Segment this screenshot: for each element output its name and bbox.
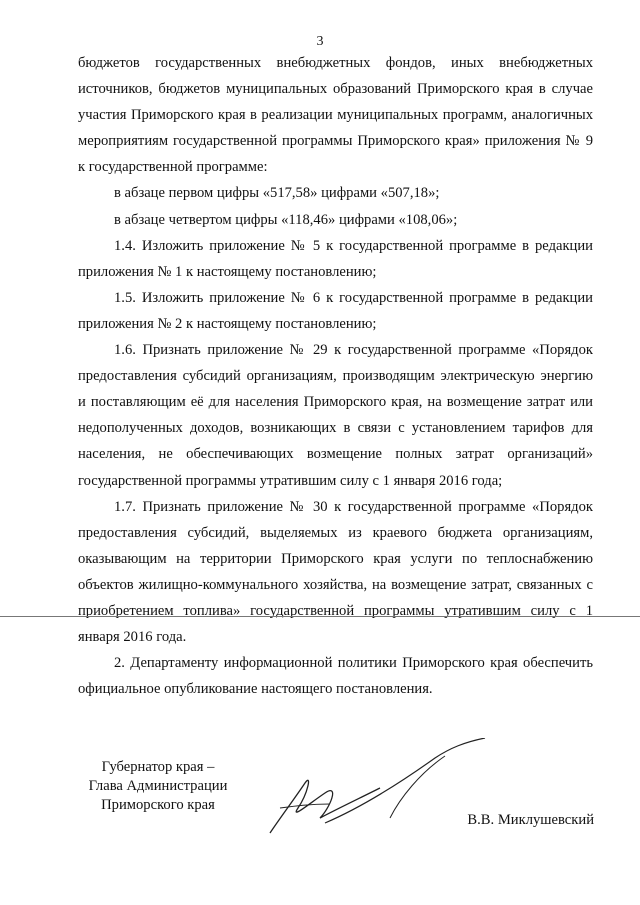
signatory-title-line-2: Глава Администрации [88, 778, 228, 794]
signatory-title [78, 758, 238, 815]
handwritten-signature [250, 738, 500, 848]
signatory-name: В.В. Миклушевский [467, 812, 594, 828]
page-number: 3 [316, 34, 324, 49]
paragraph-item-1-6: 1.6. Признать приложение № 29 к государственной программе «Порядок предоставления субсидий организациям, производящим электрическую энергию и поставляющим её для населения Приморского края, на возмещение затрат или недополученных доходов, возникающих в связи с установлением тарифов для населения, не обеспечивающих возмещение полных затрат организаций» государственной программы утратившим силу с 1 января 2016 года; [78, 342, 593, 489]
paragraph-continuation: бюджетов государственных внебюджетных фондов, иных внебюджетных источников, бюджетов муниципальных образований Приморского края в случае участия Приморского края в реализации муниципальных программ, аналогичных мероприятиям государственной программы Приморского края» приложения № 9 к государственной программе: [78, 55, 593, 176]
paragraph-item-2: 2. Департаменту информационной политики Приморского края обеспечить официальное опубликование настоящего постановления. [78, 655, 593, 698]
signatory-title-line-3: Приморского края [101, 797, 215, 813]
signatory-title-line-1: Губернатор края – [101, 759, 215, 775]
paragraph-item-1-4: 1.4. Изложить приложение № 5 к государственной программе в редакции приложения № 1 к настоящему постановлению; [78, 237, 593, 280]
paragraph-fourth-abzats: в абзаце четвертом цифры «118,46» цифрами «108,06»; [114, 211, 458, 228]
document-body [78, 50, 593, 702]
scan-artifact-line [0, 616, 640, 617]
paragraph-first-abzats: в абзаце первом цифры «517,58» цифрами «507,18»; [114, 185, 440, 202]
paragraph-item-1-7: 1.7. Признать приложение № 30 к государственной программе «Порядок предоставления субсидий, выделяемых из краевого бюджета организациям, оказывающим на территории Приморского края услуги по теплоснабжению объектов жилищно-коммунального хозяйства, на возмещение затрат, связанных с приобретением топлива» государственной программы утратившим силу с 1 января 2016 года. [78, 498, 593, 646]
paragraph-item-1-5: 1.5. Изложить приложение № 6 к государственной программе в редакции приложения № 2 к настоящему постановлению; [78, 289, 593, 332]
